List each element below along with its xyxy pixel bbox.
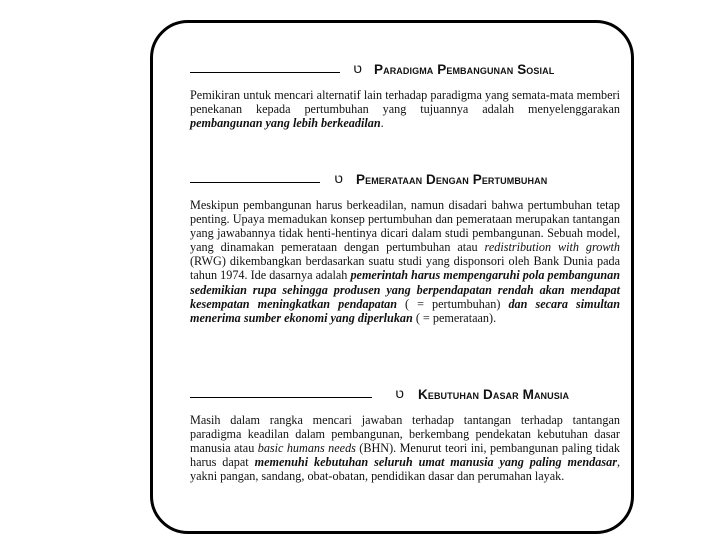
section-paradigma: [190, 60, 620, 130]
divider-line: [190, 72, 340, 73]
body-text: Pemikiran untuk mencari alternatif lain terhadap paradigma yang semata-mata memberi penekanan kepada pertumbuhan yang tujuannya adalah menyelenggarakan: [190, 88, 620, 117]
italic-term: basic humans needs: [257, 441, 356, 456]
bullet-icon: ט: [353, 61, 363, 77]
body-text: , yakni pangan, sandang, obat-obatan, pendidikan dasar dan perumahan layak.: [190, 455, 620, 484]
emphasis-text: pembangunan yang lebih berkeadilan: [190, 116, 381, 131]
section-body: [190, 88, 620, 130]
emphasis-text: memenuhi kebutuhan seluruh umat manusia yang paling mendasar: [254, 455, 617, 470]
body-text: (BHN). Menurut teori ini, pembangunan paling tidak harus dapat: [190, 441, 620, 470]
section-kebutuhan: [190, 385, 620, 483]
body-text: ( = pertumbuhan): [397, 296, 509, 311]
body-text: ( = pemerataan).: [412, 310, 497, 325]
emphasis-text: pemerintah harus mempengaruhi pola pembangunan sedemikian rupa sehingga produsen yang berpendapatan rendah akan mendapat kesempatan meningkatkan pendapatan: [190, 268, 620, 311]
italic-term: redistribution with growth: [484, 240, 620, 255]
section-heading: Paradigma Pembangunan Sosial: [374, 62, 555, 77]
section-heading: Kebutuhan Dasar Manusia: [418, 387, 570, 402]
section-body: [190, 198, 620, 325]
divider-line: [190, 397, 372, 398]
section-pemerataan: [190, 170, 620, 325]
section-header: [190, 385, 620, 407]
body-text: (RWG) dikembangkan berdasarkan suatu studi yang disponsori oleh Bank Dunia pada tahun 1974. Ide dasarnya adalah: [190, 254, 620, 283]
body-text: Meskipun pembangunan harus berkeadilan, namun disadari bahwa pertumbuhan tetap penting. Upaya memadukan konsep pertumbuhan dan pemerataan merupakan tantangan yang jawabannya tidak henti-hentinya dicari dalam studi pembangunan. Sebuah model, yang dinamakan pemerataan dengan pertumbuhan atau: [190, 198, 620, 255]
section-heading: Pemerataan Dengan Pertumbuhan: [356, 172, 548, 187]
bullet-icon: ט: [334, 171, 344, 187]
divider-line: [190, 182, 320, 183]
body-text: .: [380, 116, 384, 131]
section-body: [190, 413, 620, 483]
bullet-icon: ט: [395, 386, 405, 402]
body-text: Masih dalam rangka mencari jawaban terhadap tantangan terhadap tantangan paradigma keadilan dalam pembangunan, berkembang pendekatan kebutuhan dasar manusia atau: [190, 413, 620, 456]
emphasis-text: dan secara simultan menerima sumber ekonomi yang diperlukan: [190, 296, 621, 325]
section-header: [190, 60, 620, 82]
section-header: [190, 170, 620, 192]
